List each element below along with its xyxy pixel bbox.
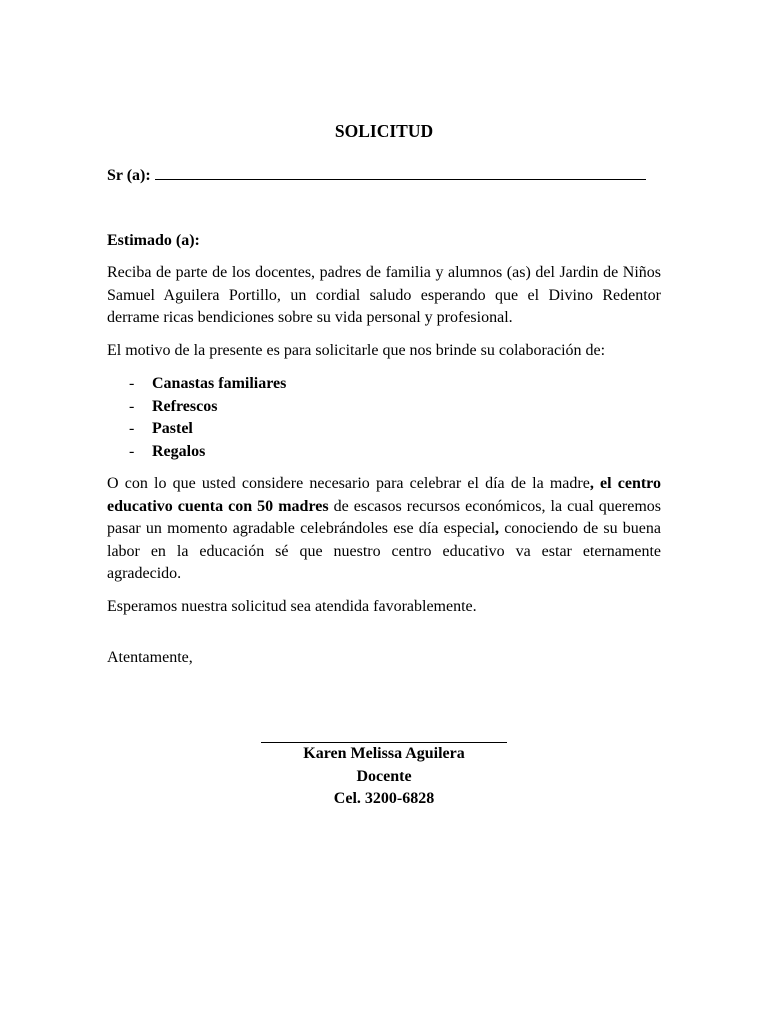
list-item	[107, 396, 286, 419]
recipient-line	[107, 165, 646, 188]
list-item	[107, 418, 286, 441]
paragraph-request: El motivo de la presente es para solicitarle que nos brinde su colaboración de:	[107, 342, 606, 359]
details-text-1: O con lo que usted considere necesario para celebrar el día de la madre	[107, 475, 590, 492]
list-dash: -	[129, 420, 135, 437]
list-item-label: Regalos	[152, 442, 206, 460]
list-item	[107, 373, 286, 396]
signature-role: Docente	[356, 767, 412, 785]
list-item-label: Refrescos	[152, 397, 218, 415]
list-item	[107, 441, 286, 464]
signature-block	[107, 725, 661, 811]
paragraph-intro: Reciba de parte de los docentes, padres de familia y alumnos (as) del Jardin de Niños Samuel Aguilera Portillo, un cordial saludo esperando que el Divino Redentor derrame ricas bendiciones sobre su vida personal y profesional.	[107, 264, 661, 326]
recipient-blank	[155, 165, 646, 180]
details-text-2: de escasos recursos económicos, la cual queremos pasar un momento agradable celebrándoles ese día especial	[107, 497, 662, 537]
list-dash: -	[129, 397, 135, 415]
list-item-label: Canastas familiares	[152, 375, 287, 392]
greeting: Estimado (a):	[107, 232, 200, 249]
paragraph-hope: Esperamos nuestra solicitud sea atendida favorablemente.	[107, 598, 477, 615]
recipient-label: Sr (a):	[107, 167, 151, 184]
signature-phone: Cel. 3200-6828	[333, 790, 435, 807]
signature-line	[261, 725, 507, 743]
request-list	[107, 373, 286, 463]
list-dash: -	[129, 442, 135, 460]
list-item-label: Pastel	[152, 420, 193, 437]
details-text-3: conociendo de su buena labor en la educación sé que nuestro centro educativo va estar eternamente agradecido.	[107, 520, 661, 582]
closing: Atentamente,	[107, 649, 193, 666]
details-bold: , el centro educativo cuenta con 50 madres	[107, 475, 661, 515]
list-dash: -	[129, 375, 135, 392]
document-title: SOLICITUD	[334, 121, 434, 141]
signature-name: Karen Melissa Aguilera	[303, 745, 465, 762]
paragraph-details	[107, 473, 661, 586]
details-comma: ,	[495, 520, 500, 537]
